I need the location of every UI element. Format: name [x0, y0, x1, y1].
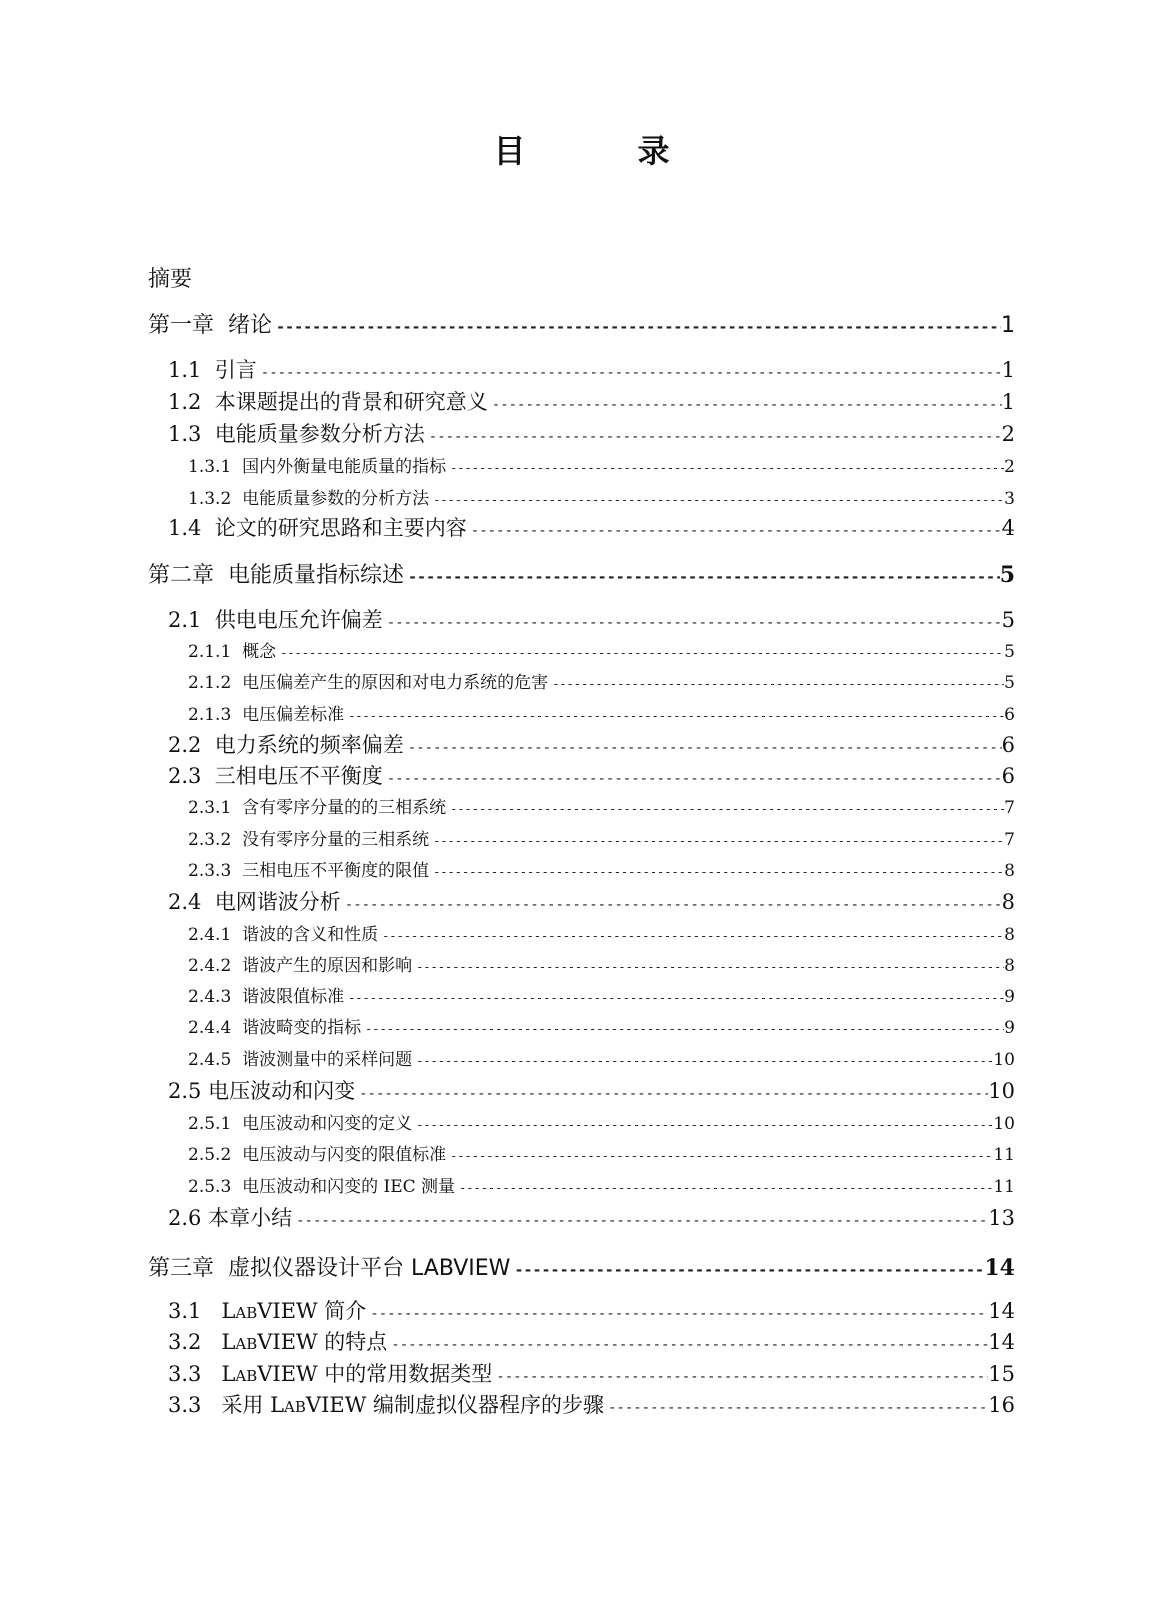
- dot-leader: [391, 1337, 988, 1353]
- toc-entry-number: 2.5: [168, 1079, 202, 1103]
- toc-section-2-5[interactable]: [168, 1075, 1015, 1105]
- toc-page-number: 14: [984, 1255, 1015, 1281]
- toc-entry-label: [188, 668, 552, 693]
- dot-leader: [280, 646, 1004, 660]
- toc-entry-number: 1.4: [168, 516, 202, 540]
- toc-entry-text: 国内外衡量电能质量的指标: [242, 457, 447, 477]
- toc-entry-text: 引言: [214, 358, 257, 382]
- toc-entry-number: 3.3: [168, 1362, 202, 1386]
- dot-leader: [408, 568, 1000, 586]
- toc-page-number: 16: [988, 1393, 1015, 1417]
- dot-leader: [416, 1054, 993, 1068]
- toc-section-1-2[interactable]: [168, 386, 1015, 416]
- toc-entry-label: [168, 760, 387, 790]
- toc-chapter-1[interactable]: [148, 308, 1015, 339]
- dot-leader: [382, 929, 1004, 943]
- toc-subsection-2-4-4[interactable]: [188, 1013, 1015, 1038]
- toc-subsection-2-3-1[interactable]: [188, 793, 1015, 818]
- dot-leader: [408, 740, 1002, 756]
- toc-entry-label: [168, 1358, 496, 1388]
- toc-page-number: 8: [1004, 956, 1015, 976]
- dot-leader: [387, 615, 1002, 631]
- dot-leader: [348, 709, 1004, 723]
- toc-page-number: 1: [1001, 358, 1015, 382]
- toc-entry-label: [188, 452, 450, 477]
- toc-entry-text: 三相电压不平衡度: [214, 764, 383, 788]
- toc-page-number: 5: [1001, 608, 1015, 632]
- toc-entry-number: 第一章: [148, 313, 215, 338]
- toc-entry-number: 2.3: [168, 764, 202, 788]
- toc-entry-number: 1.3.2: [188, 489, 232, 509]
- toc-chapter-2[interactable]: [148, 558, 1015, 589]
- toc-page-number: 5: [999, 562, 1015, 588]
- toc-page-number: 2: [1004, 457, 1015, 477]
- toc-entry-label: [148, 308, 276, 339]
- toc-entry-number: 2.6: [168, 1206, 202, 1230]
- toc-subsection-2-4-5[interactable]: [188, 1045, 1015, 1070]
- dot-leader: [416, 960, 1004, 974]
- toc-chapter-3[interactable]: [148, 1251, 1015, 1282]
- dot-leader: [433, 493, 1004, 507]
- toc-page-number: 8: [1004, 861, 1015, 881]
- toc-entry-number: 2.5.3: [188, 1177, 232, 1197]
- dot-leader: [261, 365, 1002, 381]
- toc-entry-number: 2.4.3: [188, 987, 232, 1007]
- toc-entry-label: [168, 512, 471, 542]
- dot-leader: [450, 1149, 993, 1163]
- toc-section-3-2[interactable]: [168, 1326, 1015, 1356]
- toc-entry-text: 论文的研究思路和主要内容: [214, 516, 467, 540]
- toc-section-3-4[interactable]: [168, 1389, 1015, 1419]
- toc-page-number: 14: [988, 1330, 1015, 1354]
- toc-entry-text: 电力系统的频率偏差: [214, 733, 404, 757]
- dot-leader: [471, 523, 1002, 539]
- toc-entry-text: 谐波产生的原因和影响: [242, 956, 413, 976]
- toc-entry-text: LabVIEW 的特点: [221, 1330, 388, 1354]
- toc-entry-number: 2.5.1: [188, 1114, 232, 1134]
- toc-entry-text: 没有零序分量的三相系统: [242, 830, 430, 850]
- toc-entry-label: [168, 886, 345, 916]
- toc-entry-number: 2.2: [168, 733, 202, 757]
- toc-entry-label: [188, 793, 450, 818]
- toc-title: 目 录: [493, 132, 710, 170]
- toc-page-number: 10: [988, 1079, 1015, 1103]
- toc-section-2-1[interactable]: [168, 604, 1015, 634]
- dot-leader: [296, 1213, 988, 1229]
- toc-entry-number: 2.1.3: [188, 705, 232, 725]
- toc-entry-text: 谐波畸变的指标: [242, 1018, 362, 1038]
- toc-entry-label: [188, 1172, 459, 1197]
- toc-subsection-2-4-1[interactable]: [188, 920, 1015, 945]
- toc-subsection-2-4-3[interactable]: [188, 982, 1015, 1007]
- dot-leader: [433, 834, 1004, 848]
- toc-entry-label: [168, 729, 408, 759]
- toc-entry-number: 2.3.1: [188, 798, 232, 818]
- toc-page-number: 2: [1001, 422, 1015, 446]
- dot-leader: [459, 1181, 993, 1195]
- toc-entry-number: 2.3.3: [188, 861, 232, 881]
- toc-subsection-2-3-3[interactable]: [188, 856, 1015, 881]
- toc-entry-label: [188, 1013, 365, 1038]
- toc-entry-number: 2.4: [168, 890, 202, 914]
- toc-entry-label: [188, 1140, 450, 1165]
- toc-entry-label: [168, 1295, 370, 1325]
- toc-entry-text: 虚拟仪器设计平台 LABVIEW: [228, 1256, 511, 1281]
- toc-page-number: 6: [1004, 705, 1015, 725]
- toc-entry-label: [168, 1075, 359, 1105]
- toc-page-number: 11: [993, 1145, 1015, 1165]
- dot-leader: [365, 1022, 1004, 1036]
- toc-section-2-2[interactable]: [168, 729, 1015, 759]
- toc-entry-label: [168, 418, 429, 448]
- toc-entry-number: 1.2: [168, 390, 202, 414]
- dot-leader: [496, 1369, 988, 1385]
- toc-page-number: 1: [1001, 390, 1015, 414]
- toc-section-1-4[interactable]: [168, 512, 1015, 542]
- toc-entry-text: 电压波动与闪变的限值标准: [242, 1145, 447, 1165]
- toc-entry-text: 含有零序分量的的三相系统: [242, 798, 447, 818]
- toc-section-1-1[interactable]: [168, 354, 1015, 384]
- toc-abstract-entry[interactable]: 摘要: [148, 267, 193, 292]
- toc-entry-text: 电能质量参数的分析方法: [242, 489, 430, 509]
- toc-page-number: 1: [1001, 313, 1015, 338]
- dot-leader: [370, 1306, 988, 1322]
- toc-entry-label: [168, 1389, 608, 1419]
- dot-leader: [416, 1118, 993, 1132]
- toc-entry-text: 电压波动和闪变的定义: [242, 1114, 413, 1134]
- toc-section-1-3[interactable]: [168, 418, 1015, 448]
- toc-entry-number: 2.1.2: [188, 673, 232, 693]
- toc-entry-text: 电能质量参数分析方法: [214, 422, 425, 446]
- dot-leader: [433, 865, 1004, 879]
- toc-subsection-2-5-2[interactable]: [188, 1140, 1015, 1165]
- toc-section-3-1[interactable]: [168, 1295, 1015, 1325]
- dot-leader: [552, 677, 1004, 691]
- dot-leader: [359, 1086, 988, 1102]
- toc-page-number: 8: [1001, 890, 1015, 914]
- toc-entry-label: [188, 982, 348, 1007]
- toc-entry-number: 1.1: [168, 358, 202, 382]
- toc-entry-text: 供电电压允许偏差: [214, 608, 383, 632]
- toc-entry-label: [168, 1202, 296, 1232]
- toc-subsection-2-3-2[interactable]: [188, 825, 1015, 850]
- toc-page-number: 14: [988, 1299, 1015, 1323]
- toc-subsection-2-4-2[interactable]: [188, 951, 1015, 976]
- toc-entry-number: 2.4.2: [188, 956, 232, 976]
- toc-page-number: 6: [1001, 764, 1015, 788]
- toc-entry-label: [188, 700, 348, 725]
- dot-leader: [514, 1261, 984, 1279]
- dot-leader: [348, 991, 1004, 1005]
- toc-page-number: 15: [988, 1362, 1015, 1386]
- toc-entry-label: [168, 386, 492, 416]
- toc-entry-text: LabVIEW 简介: [221, 1299, 367, 1323]
- toc-entry-number: 2.1: [168, 608, 202, 632]
- toc-entry-label: [168, 604, 387, 634]
- toc-page-number: 5: [1004, 673, 1015, 693]
- toc-page-number: 4: [1001, 516, 1015, 540]
- toc-entry-text: 谐波限值标准: [242, 987, 345, 1007]
- toc-subsection-2-5-1[interactable]: [188, 1109, 1015, 1134]
- toc-section-2-4[interactable]: [168, 886, 1015, 916]
- toc-subsection-1-3-1[interactable]: [188, 452, 1015, 477]
- dot-leader: [450, 802, 1004, 816]
- toc-entry-number: 3.2: [168, 1330, 202, 1354]
- toc-entry-label: [188, 951, 416, 976]
- toc-entry-number: 2.3.2: [188, 830, 232, 850]
- toc-entry-number: 2.1.1: [188, 642, 232, 662]
- toc-entry-text: 电网谐波分析: [214, 890, 341, 914]
- toc-page-number: 8: [1004, 925, 1015, 945]
- toc-entry-label: [188, 637, 280, 662]
- toc-entry-label: [168, 354, 261, 384]
- dot-leader: [608, 1400, 988, 1416]
- toc-section-3-3[interactable]: [168, 1358, 1015, 1388]
- toc-entry-text: 本课题提出的背景和研究意义: [214, 390, 488, 414]
- toc-entry-text: 本章小结: [208, 1206, 293, 1230]
- toc-entry-label: [188, 825, 433, 850]
- toc-entry-text: 谐波的含义和性质: [242, 925, 379, 945]
- toc-page-number: 10: [993, 1114, 1015, 1134]
- toc-entry-text: LabVIEW 中的常用数据类型: [221, 1362, 493, 1386]
- toc-entry-label: [148, 558, 408, 589]
- toc-entry-label: [188, 1045, 416, 1070]
- toc-page-number: 9: [1004, 1018, 1015, 1038]
- toc-page-number: 7: [1004, 830, 1015, 850]
- toc-entry-number: 第二章: [148, 563, 215, 588]
- toc-page-number: 10: [993, 1050, 1015, 1070]
- toc-entry-label: [188, 920, 382, 945]
- toc-entry-number: 3.3: [168, 1393, 202, 1417]
- toc-entry-number: 2.5.2: [188, 1145, 232, 1165]
- toc-entry-label: [188, 484, 433, 509]
- toc-page-number: 11: [993, 1177, 1015, 1197]
- toc-entry-label: [188, 1109, 416, 1134]
- toc-subsection-2-5-3[interactable]: [188, 1172, 1015, 1197]
- toc-page-number: 5: [1004, 642, 1015, 662]
- toc-entry-number: 3.1: [168, 1299, 202, 1323]
- dot-leader: [429, 429, 1002, 445]
- dot-leader: [492, 397, 1002, 413]
- toc-page-number: 3: [1004, 489, 1015, 509]
- toc-entry-text: 电压波动和闪变的 IEC 测量: [242, 1177, 456, 1197]
- dot-leader: [345, 897, 1002, 913]
- toc-entry-label: [168, 1326, 391, 1356]
- toc-entry-number: 第三章: [148, 1256, 215, 1281]
- toc-subsection-2-1-1[interactable]: [188, 637, 1015, 662]
- toc-entry-text: 电能质量指标综述: [228, 563, 405, 588]
- toc-section-2-3[interactable]: [168, 760, 1015, 790]
- dot-leader: [276, 318, 1001, 336]
- toc-page-number: 9: [1004, 987, 1015, 1007]
- toc-entry-label: [148, 1251, 514, 1282]
- toc-entry-text: 采用 LabVIEW 编制虚拟仪器程序的步骤: [221, 1393, 604, 1417]
- dot-leader: [450, 461, 1004, 475]
- toc-entry-text: 绪论: [228, 313, 273, 338]
- toc-entry-number: 2.4.1: [188, 925, 232, 945]
- toc-section-2-6[interactable]: [168, 1202, 1015, 1232]
- toc-entry-text: 概念: [242, 642, 277, 662]
- toc-entry-text: 电压偏差产生的原因和对电力系统的危害: [242, 673, 549, 693]
- toc-subsection-1-3-2[interactable]: [188, 484, 1015, 509]
- toc-subsection-2-1-3[interactable]: [188, 700, 1015, 725]
- toc-entry-text: 谐波测量中的采样问题: [242, 1050, 413, 1070]
- dot-leader: [387, 771, 1002, 787]
- toc-entry-number: 1.3: [168, 422, 202, 446]
- toc-entry-text: 电压波动和闪变: [208, 1079, 356, 1103]
- toc-entry-text: 三相电压不平衡度的限值: [242, 861, 430, 881]
- toc-entry-number: 2.4.5: [188, 1050, 232, 1070]
- toc-page-number: 7: [1004, 798, 1015, 818]
- toc-subsection-2-1-2[interactable]: [188, 668, 1015, 693]
- toc-entry-number: 2.4.4: [188, 1018, 232, 1038]
- toc-entry-number: 1.3.1: [188, 457, 232, 477]
- toc-entry-text: 电压偏差标准: [242, 705, 345, 725]
- toc-entry-label: [188, 856, 433, 881]
- toc-page-number: 13: [988, 1206, 1015, 1230]
- toc-page-number: 6: [1001, 733, 1015, 757]
